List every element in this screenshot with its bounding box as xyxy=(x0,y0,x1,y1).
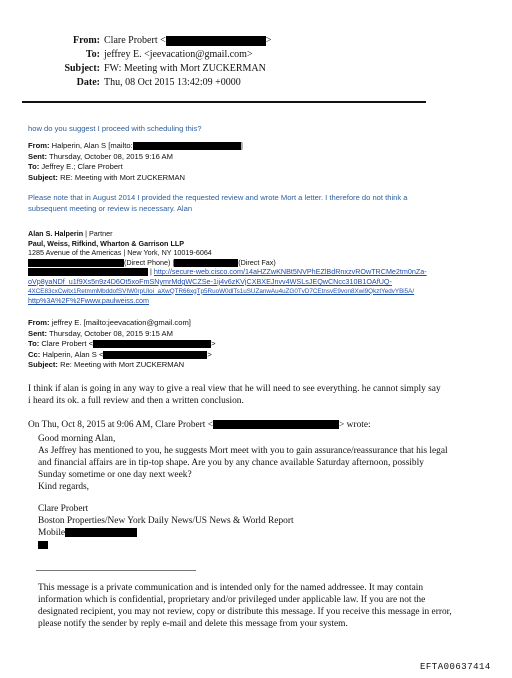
document-id: EFTA00637414 xyxy=(420,662,491,672)
quoted-signature: Clare Probert Boston Properties/New York Daily News/US News & World Report Mobile xyxy=(38,503,294,551)
reply2-subject-row: Subject: Re: Meeting with Mort ZUCKERMAN xyxy=(28,360,185,370)
header-to-row xyxy=(0,48,271,62)
firm-link[interactable]: http://secure-web.cisco.com/14aHZZwKNBt5NVPhEZlBdRnxzvROwTRCMe2tm0nZa- xyxy=(153,267,427,277)
header-to-label: To: xyxy=(85,49,100,60)
reply2-header xyxy=(28,318,216,371)
header-subject-label: Subject: xyxy=(64,63,100,74)
redaction xyxy=(103,351,207,359)
header-date-row xyxy=(0,76,271,90)
quoted-intro: On Thu, Oct 8, 2015 at 9:06 AM, Clare Probert < > wrote: xyxy=(28,420,371,430)
firm-link[interactable]: http%3A%2F%2Fwww.paulweiss.com xyxy=(28,296,150,306)
reply1-body: Please note that in August 2014 I provided the requested review and wrote Mort a letter. I therefore do not think a subsequent meeting or review is necessary. Alan xyxy=(28,193,408,213)
reply1-to-row: To: Jeffrey E.; Clare Probert xyxy=(28,162,123,172)
header-divider xyxy=(22,101,426,103)
redaction xyxy=(38,541,48,549)
signature-name: Alan S. Halperin xyxy=(28,229,84,238)
reply1-header xyxy=(28,141,243,183)
signature-block: Alan S. Halperin | Partner Paul, Weiss, Rifkind, Wharton & Garrison LLP 1285 Avenue of the Americas | New York, NY 10019-6064 (Direct Phone) | (Direct Fax) | http://secure-web.cisco.com/14aHZZwKNBt5NVPhEZlBdRnxzvROwTRCMe2tm0nZa- oVp8yaNDf_u1f9Xs5n9z4D6Ot5xoFmSNymrMdgWCZSe-1ij4v6zKVjCXBXEJnvv4WSLsJEQwCNcc310B1OAfUQ- 4XCE83cxCwitx1RetmmMbddofSVIW0rpUloi_aXwQTR66xgTp5RuoW0dlTs1uSUZanwAu4uZG0TvD7CEtnsvE9von8Xwi9QkztYedvYBi5A/ http%3A%2F%2Fwww.paulweiss.com xyxy=(28,229,427,306)
email-header xyxy=(0,34,271,90)
reply2-from-row: From: jeffrey E. [mailto:jeevacation@gmail.com] xyxy=(28,318,191,327)
signature-firm: Paul, Weiss, Rifkind, Wharton & Garrison LLP xyxy=(28,238,185,248)
disclaimer: This message is a private communication and is intended only for the named addressee. It may contain information which is confidential, proprietary and/or privileged under applicable law. If you are not the designated recipient, you may not review, copy or distribute this message. If you receive this message in error, please notify the sender by reply e-mail and delete this message from your system. xyxy=(38,583,452,629)
redaction xyxy=(93,340,211,348)
firm-link[interactable]: 4XCE83cxCwitx1RetmmMbddofSVIW0rpUloi_aXwQTR66xgTp5RuoW0dlTs1uSUZanwAu4uZG0TvD7CEtnsvE9von8Xwi9QkztYedvYBi5A/ xyxy=(28,287,415,295)
signature-phone-row: (Direct Phone) | (Direct Fax) xyxy=(28,258,427,268)
redaction xyxy=(174,259,238,267)
header-subject-row xyxy=(0,62,271,76)
header-subject-value: FW: Meeting with Mort ZUCKERMAN xyxy=(104,63,266,74)
reply2-body: I think if alan is going in any way to give a real view that he will need to see everything. he cannot simply say i heard its ok. a full review and then a written conclusion. xyxy=(28,384,441,406)
reply1-subject-row: Subject: RE: Meeting with Mort ZUCKERMAN xyxy=(28,172,185,182)
redaction xyxy=(166,36,266,46)
reply1-sent-row: Sent: Thursday, October 08, 2015 9:16 AM xyxy=(28,151,173,161)
reply2-sent-row: Sent: Thursday, October 08, 2015 9:15 AM xyxy=(28,328,173,338)
redaction xyxy=(28,268,148,276)
header-from-row: From: Clare Probert < > xyxy=(0,34,271,48)
divider xyxy=(36,570,196,571)
redaction xyxy=(28,259,124,267)
signature-address: 1285 Avenue of the Americas | New York, NY 10019-6064 xyxy=(28,248,212,258)
header-date-value: Thu, 08 Oct 2015 13:42:09 +0000 xyxy=(104,77,241,88)
redaction xyxy=(65,528,137,537)
reply2-to-row: To: Clare Probert < > xyxy=(28,339,216,349)
header-from-value: Clare Probert < xyxy=(104,35,166,46)
quoted-body: Good morning Alan, As Jeffrey has mentioned to you, he suggests Mort meet with you to gain assurance/reassurance that his legal and financial affairs are in tip-top shape. Are you by any chance available Saturday afternoon, possibly Sunday sometime or one day next week? Kind regards, xyxy=(38,434,448,492)
redaction xyxy=(133,142,241,150)
header-from-label: From: xyxy=(72,35,100,46)
firm-link[interactable]: oVp8yaNDf_u1f9Xs5n9z4D6Ot5xoFmSNymrMdgWCZSe-1ij4v6zKVjCXBXEJnvv4WSLsJEQwCNcc310B1OAfUQ- xyxy=(28,276,392,286)
header-date-label: Date: xyxy=(76,77,100,88)
reply2-cc-row: Cc: Halperin, Alan S < > xyxy=(28,349,212,359)
header-to-value: jeffrey E. <jeevacation@gmail.com> xyxy=(104,49,253,60)
reply1-from-row: From: Halperin, Alan S [mailto: ] xyxy=(28,141,243,150)
redaction xyxy=(213,420,339,429)
message-body: how do you suggest I proceed with scheduling this? xyxy=(28,124,202,133)
